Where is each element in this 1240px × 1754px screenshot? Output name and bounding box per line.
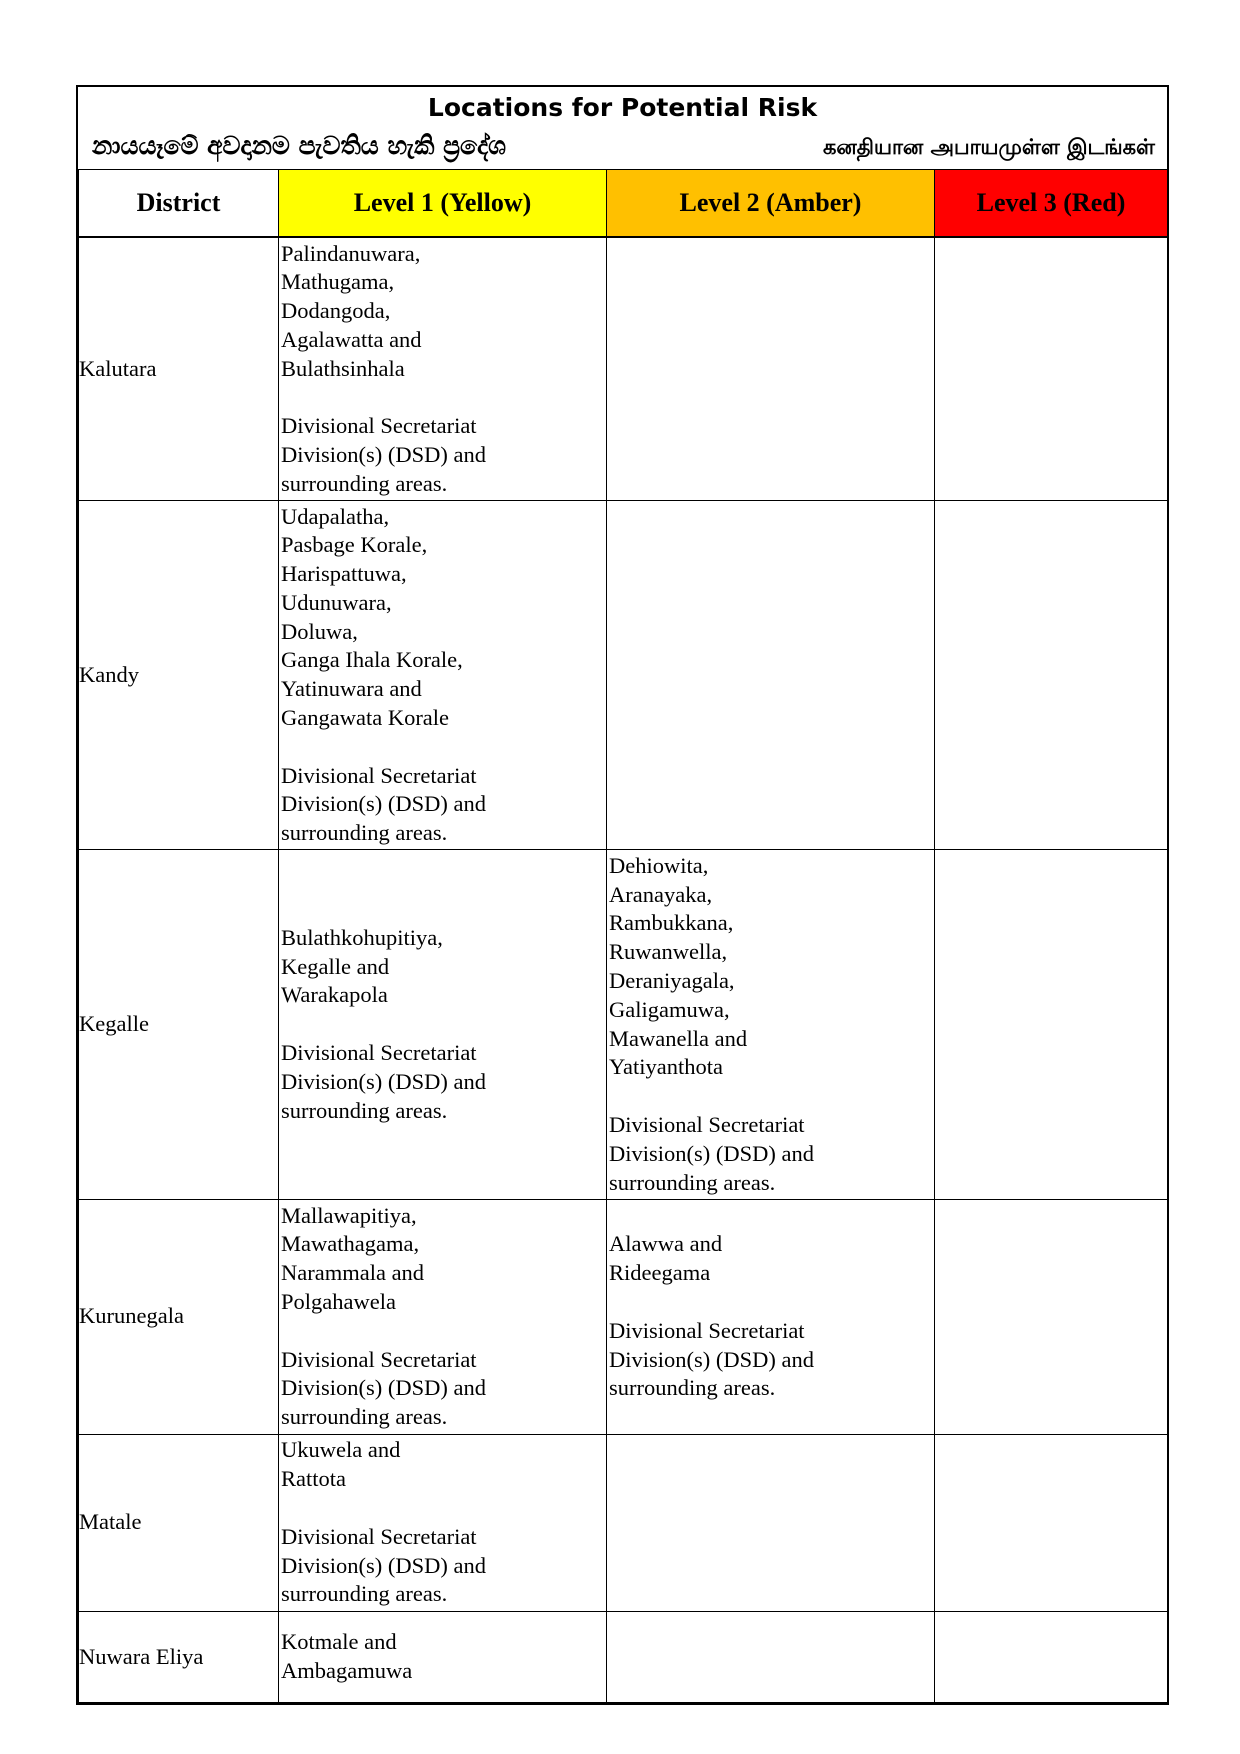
level2-locations: Dehiowita, Aranayaka, Rambukkana, Ruwanwella, Deraniyagala, Galigamuwa, Mawanella and Yatiyanthota (609, 852, 748, 1080)
district-cell: Nuwara Eliya (79, 1611, 279, 1702)
risk-table (78, 169, 1168, 1703)
level1-locations: Ukuwela and Rattota (281, 1437, 401, 1492)
dsd-note: Divisional Secretariat Division(s) (DSD) and surrounding areas. (281, 1039, 486, 1123)
level3-cell (935, 1611, 1168, 1702)
level1-cell (279, 850, 607, 1199)
district-cell: Kandy (79, 501, 279, 850)
level2-cell (607, 1199, 935, 1434)
table-row (79, 501, 1168, 850)
table-row (79, 850, 1168, 1199)
level1-cell (279, 1199, 607, 1434)
level2-cell (607, 1434, 935, 1611)
level1-cell (279, 1434, 607, 1611)
level1-locations: Mallawapitiya, Mawathagama, Narammala and Polgahawela (281, 1202, 425, 1314)
level2-cell (607, 237, 935, 501)
district-cell: Kurunegala (79, 1199, 279, 1434)
column-header-level3: Level 3 (Red) (935, 170, 1168, 238)
column-header-district: District (79, 170, 279, 238)
table-row (79, 1611, 1168, 1702)
page-title: Locations for Potential Risk (427, 93, 818, 122)
header-row (79, 170, 1168, 238)
dsd-note: Divisional Secretariat Division(s) (DSD) and surrounding areas. (281, 762, 486, 846)
risk-sheet (76, 85, 1169, 1705)
level3-cell (935, 501, 1168, 850)
level2-locations: Alawwa and Rideegama (609, 1231, 723, 1286)
level3-cell (935, 1199, 1168, 1434)
table-row (79, 1199, 1168, 1434)
column-header-level2: Level 2 (Amber) (607, 170, 935, 238)
level3-cell (935, 850, 1168, 1199)
level1-locations: Kotmale and Ambagamuwa (281, 1629, 413, 1683)
dsd-note: Divisional Secretariat Division(s) (DSD) and surrounding areas. (609, 1111, 814, 1195)
level1-cell (279, 237, 607, 501)
level2-cell (607, 501, 935, 850)
level1-cell (279, 501, 607, 850)
table-row (79, 1434, 1168, 1611)
column-header-level1: Level 1 (Yellow) (279, 170, 607, 238)
level1-locations: Palindanuwara, Mathugama, Dodangoda, Agalawatta and Bulathsinhala (281, 240, 422, 381)
subtitle-tamil: கனதியான அபாயமுள்ள இடங்கள் (822, 135, 1155, 159)
dsd-note: Divisional Secretariat Division(s) (DSD) and surrounding areas. (281, 1346, 486, 1430)
level3-cell (935, 1434, 1168, 1611)
level1-locations: Bulathkohupitiya, Kegalle and Warakapola (281, 924, 443, 1008)
title-block (78, 87, 1167, 172)
level3-cell (935, 237, 1168, 501)
district-cell: Kalutara (79, 237, 279, 501)
level2-cell (607, 850, 935, 1199)
district-cell: Matale (79, 1434, 279, 1611)
dsd-note: Divisional Secretariat Division(s) (DSD) and surrounding areas. (281, 1523, 486, 1607)
dsd-note: Divisional Secretariat Division(s) (DSD) and surrounding areas. (609, 1317, 814, 1401)
district-cell: Kegalle (79, 850, 279, 1199)
subtitle-sinhala: නායයෑමේ අවදානම පැවතිය හැකි ප්‍රදේශ (92, 131, 507, 160)
dsd-note: Divisional Secretariat Division(s) (DSD) and surrounding areas. (281, 413, 486, 496)
level1-locations: Udapalatha, Pasbage Korale, Harispattuwa, Udunuwara, Doluwa, Ganga Ihala Korale, Yatinuwara and Gangawata Korale (281, 503, 463, 731)
table-row (79, 237, 1168, 501)
level2-cell (607, 1611, 935, 1702)
level1-cell (279, 1611, 607, 1702)
